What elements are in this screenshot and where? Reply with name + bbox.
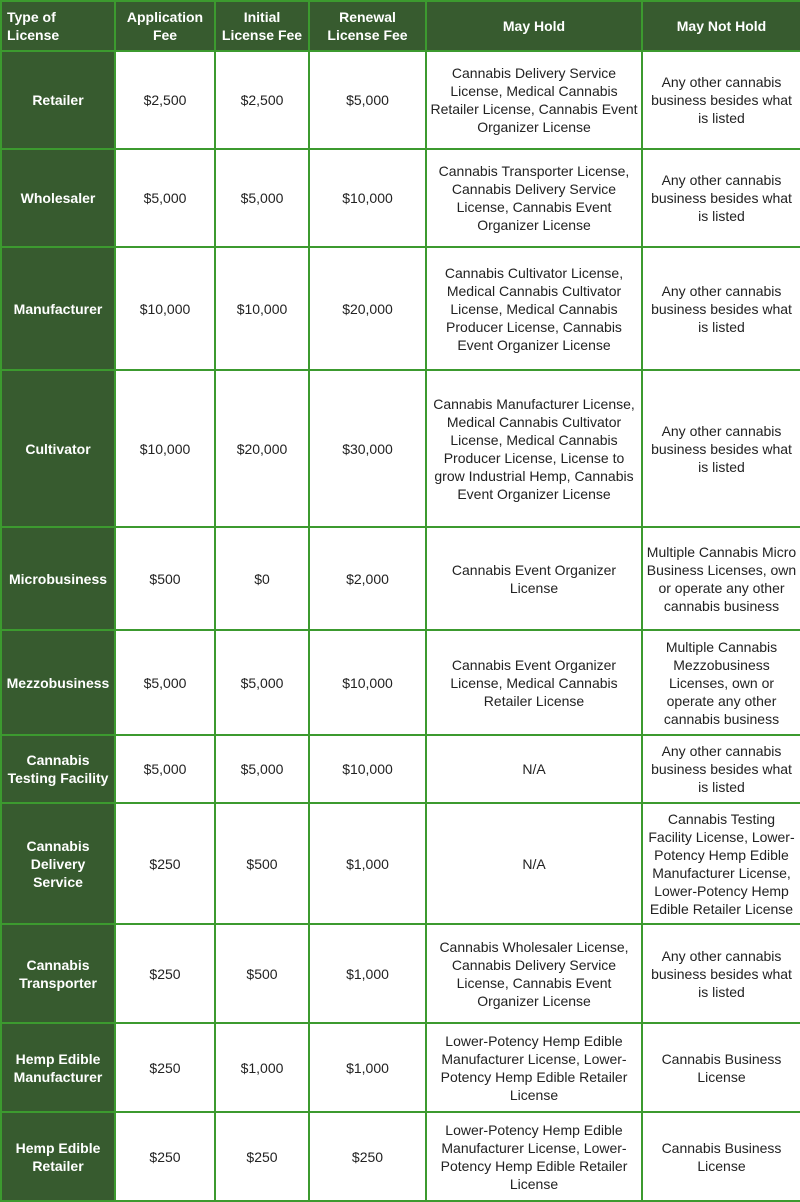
- license-type: Retailer: [1, 51, 115, 149]
- may-hold: Lower-Potency Hemp Edible Manufacturer License, Lower-Potency Hemp Edible Retailer License: [426, 1023, 642, 1112]
- may-not-hold: Any other cannabis business besides what is listed: [642, 149, 800, 247]
- initial-fee: $500: [215, 803, 309, 924]
- table-row: [1, 370, 800, 527]
- application-fee: $5,000: [115, 735, 215, 803]
- may-not-hold: Multiple Cannabis Mezzobusiness Licenses, own or operate any other cannabis business: [642, 630, 800, 735]
- header-renewal-fee: Renewal License Fee: [309, 1, 426, 51]
- license-type: Hemp Edible Retailer: [1, 1112, 115, 1201]
- renewal-fee: $5,000: [309, 51, 426, 149]
- initial-fee: $0: [215, 527, 309, 630]
- initial-fee: $20,000: [215, 370, 309, 527]
- table-row: [1, 630, 800, 735]
- license-type: Cultivator: [1, 370, 115, 527]
- table-row: [1, 1023, 800, 1112]
- initial-fee: $250: [215, 1112, 309, 1201]
- initial-fee: $5,000: [215, 149, 309, 247]
- license-type: Cannabis Transporter: [1, 924, 115, 1023]
- may-not-hold: Cannabis Business License: [642, 1112, 800, 1201]
- initial-fee: $5,000: [215, 735, 309, 803]
- may-hold: Cannabis Wholesaler License, Cannabis Delivery Service License, Cannabis Event Organizer License: [426, 924, 642, 1023]
- header-row: [1, 1, 800, 51]
- table-row: [1, 51, 800, 149]
- renewal-fee: $250: [309, 1112, 426, 1201]
- table-row: [1, 247, 800, 370]
- license-type: Cannabis Delivery Service: [1, 803, 115, 924]
- may-hold: Cannabis Event Organizer License, Medical Cannabis Retailer License: [426, 630, 642, 735]
- initial-fee: $2,500: [215, 51, 309, 149]
- initial-fee: $5,000: [215, 630, 309, 735]
- may-hold: Cannabis Event Organizer License: [426, 527, 642, 630]
- initial-fee: $10,000: [215, 247, 309, 370]
- may-not-hold: Cannabis Business License: [642, 1023, 800, 1112]
- table-row: [1, 1112, 800, 1201]
- application-fee: $500: [115, 527, 215, 630]
- license-type: Hemp Edible Manufacturer: [1, 1023, 115, 1112]
- may-not-hold: Any other cannabis business besides what is listed: [642, 51, 800, 149]
- header-initial-fee: Initial License Fee: [215, 1, 309, 51]
- application-fee: $10,000: [115, 370, 215, 527]
- renewal-fee: $30,000: [309, 370, 426, 527]
- renewal-fee: $20,000: [309, 247, 426, 370]
- table-row: [1, 735, 800, 803]
- license-type: Manufacturer: [1, 247, 115, 370]
- table-row: [1, 149, 800, 247]
- may-hold: Cannabis Transporter License, Cannabis Delivery Service License, Cannabis Event Organizer License: [426, 149, 642, 247]
- table-row: [1, 924, 800, 1023]
- initial-fee: $1,000: [215, 1023, 309, 1112]
- may-not-hold: Any other cannabis business besides what is listed: [642, 735, 800, 803]
- header-type: Type of License: [1, 1, 115, 51]
- renewal-fee: $10,000: [309, 149, 426, 247]
- application-fee: $2,500: [115, 51, 215, 149]
- license-type: Cannabis Testing Facility: [1, 735, 115, 803]
- may-hold: Cannabis Manufacturer License, Medical Cannabis Cultivator License, Medical Cannabis Producer License, License to grow Industrial Hemp, Cannabis Event Organizer License: [426, 370, 642, 527]
- application-fee: $250: [115, 1112, 215, 1201]
- initial-fee: $500: [215, 924, 309, 1023]
- may-hold: N/A: [426, 803, 642, 924]
- may-not-hold: Any other cannabis business besides what is listed: [642, 924, 800, 1023]
- header-application-fee: Application Fee: [115, 1, 215, 51]
- may-hold: Lower-Potency Hemp Edible Manufacturer License, Lower-Potency Hemp Edible Retailer License: [426, 1112, 642, 1201]
- table-row: [1, 803, 800, 924]
- table-row: [1, 527, 800, 630]
- renewal-fee: $2,000: [309, 527, 426, 630]
- may-not-hold: Any other cannabis business besides what is listed: [642, 247, 800, 370]
- may-not-hold: Multiple Cannabis Micro Business Licenses, own or operate any other cannabis business: [642, 527, 800, 630]
- may-hold: N/A: [426, 735, 642, 803]
- license-type: Microbusiness: [1, 527, 115, 630]
- renewal-fee: $10,000: [309, 630, 426, 735]
- may-hold: Cannabis Cultivator License, Medical Cannabis Cultivator License, Medical Cannabis Producer License, Cannabis Event Organizer License: [426, 247, 642, 370]
- header-may-hold: May Hold: [426, 1, 642, 51]
- license-type: Wholesaler: [1, 149, 115, 247]
- may-hold: Cannabis Delivery Service License, Medical Cannabis Retailer License, Cannabis Event Organizer License: [426, 51, 642, 149]
- license-type: Mezzobusiness: [1, 630, 115, 735]
- application-fee: $10,000: [115, 247, 215, 370]
- renewal-fee: $10,000: [309, 735, 426, 803]
- application-fee: $5,000: [115, 149, 215, 247]
- application-fee: $5,000: [115, 630, 215, 735]
- renewal-fee: $1,000: [309, 924, 426, 1023]
- renewal-fee: $1,000: [309, 1023, 426, 1112]
- application-fee: $250: [115, 924, 215, 1023]
- may-not-hold: Cannabis Testing Facility License, Lower-Potency Hemp Edible Manufacturer License, Lower-Potency Hemp Edible Retailer License: [642, 803, 800, 924]
- may-not-hold: Any other cannabis business besides what is listed: [642, 370, 800, 527]
- renewal-fee: $1,000: [309, 803, 426, 924]
- application-fee: $250: [115, 1023, 215, 1112]
- application-fee: $250: [115, 803, 215, 924]
- header-may-not-hold: May Not Hold: [642, 1, 800, 51]
